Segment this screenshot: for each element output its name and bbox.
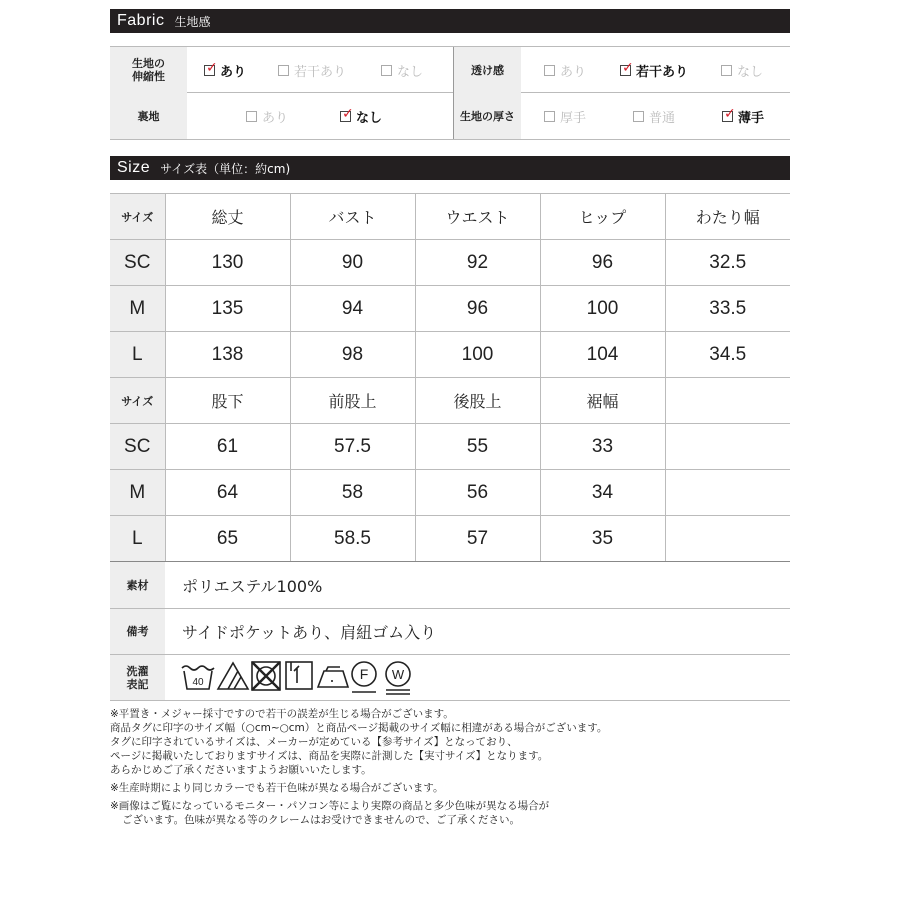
value-cell: 34.5: [665, 332, 790, 378]
wetclean-w-text: W: [391, 667, 405, 682]
note-line: ページに掲載いたしておりますサイズは、商品を実際に計測した【実寸サイズ】となります。: [110, 750, 549, 762]
checkbox-empty-icon: [381, 65, 392, 76]
header-cell: 裾幅: [540, 378, 665, 424]
size-table: [110, 193, 790, 562]
checkbox-empty-icon: [633, 111, 644, 122]
lining-label: 裏地: [110, 93, 187, 139]
sheer-label: 透け感: [454, 47, 521, 93]
header-cell: わたり幅: [665, 194, 790, 240]
header-cell: [665, 378, 790, 424]
table-row: [110, 240, 790, 286]
value-cell: 65: [165, 516, 290, 562]
size-header-en: Size: [117, 159, 151, 176]
care-icons: [180, 659, 430, 697]
value-cell: 35: [540, 516, 665, 562]
checkbox-checked-icon: ✓: [622, 59, 634, 76]
value-cell: 58.5: [290, 516, 415, 562]
size-cell: M: [110, 286, 165, 332]
size-table-header-2: [110, 378, 790, 424]
care-row: [110, 654, 790, 700]
thickness-option-futsu: 普通: [633, 93, 675, 139]
value-cell: 104: [540, 332, 665, 378]
fabric-header-en: Fabric: [117, 12, 165, 29]
fabric-header-jp: 生地感: [174, 14, 211, 29]
stretch-option-nashi: なし: [381, 47, 423, 93]
material-label: 素材: [110, 562, 165, 608]
value-cell: 32.5: [665, 240, 790, 286]
value-cell: 57: [415, 516, 540, 562]
material-value: ポリエステル100%: [182, 576, 323, 596]
value-cell: 138: [165, 332, 290, 378]
fabric-header: [110, 9, 790, 33]
stretch-label: 生地の 伸縮性: [110, 47, 187, 93]
checkbox-checked-icon: ✓: [724, 105, 736, 122]
checkbox-checked-icon: ✓: [342, 105, 354, 122]
header-cell: サイズ: [110, 378, 165, 424]
table-row: [110, 516, 790, 562]
material-row: [110, 562, 790, 608]
checkbox-empty-icon: [278, 65, 289, 76]
value-cell: 90: [290, 240, 415, 286]
note-line: タグに印字されているサイズは、メーカーが定めている【参考サイズ】となっており、: [110, 736, 518, 748]
iron-low-icon: [318, 667, 348, 687]
wash-temp-text: 40: [192, 677, 204, 688]
size-table-header: [110, 194, 790, 240]
stretch-option-jakkan: 若干あり: [278, 47, 346, 93]
remarks-value: サイドポケットあり、肩紐ゴム入り: [182, 623, 437, 642]
care-label: 洗濯 表記: [110, 655, 165, 700]
size-header-jp: サイズ表（単位：約cm): [160, 161, 291, 176]
stretch-option-ari: ✓ あり: [206, 59, 247, 80]
thickness-label: 生地の厚さ: [454, 93, 521, 139]
value-cell: [665, 470, 790, 516]
size-cell: M: [110, 470, 165, 516]
fabric-table: [110, 46, 790, 140]
size-cell: SC: [110, 240, 165, 286]
value-cell: 55: [415, 424, 540, 470]
checkbox-empty-icon: [246, 111, 257, 122]
table-row: [110, 470, 790, 516]
fabric-row-2: [110, 93, 790, 139]
value-cell: 92: [415, 240, 540, 286]
value-cell: 34: [540, 470, 665, 516]
value-cell: 100: [540, 286, 665, 332]
table-row: [110, 286, 790, 332]
header-cell: バスト: [290, 194, 415, 240]
value-cell: 56: [415, 470, 540, 516]
checkbox-empty-icon: [721, 65, 732, 76]
size-cell: SC: [110, 424, 165, 470]
bleach-icon: [218, 663, 248, 689]
value-cell: 94: [290, 286, 415, 332]
lining-option-nashi: ✓ なし: [342, 105, 383, 126]
table-row: [110, 332, 790, 378]
info-table: [110, 561, 790, 701]
fabric-row-1: [110, 47, 790, 93]
value-cell: 96: [415, 286, 540, 332]
value-cell: 130: [165, 240, 290, 286]
note-line: ございます。色味が異なる等のクレームはお受けできませんので、ご了承ください。: [122, 814, 520, 826]
thickness-option-atsude: 厚手: [544, 93, 586, 139]
checkbox-checked-icon: ✓: [206, 59, 218, 76]
notes: [110, 707, 790, 827]
thickness-option-usude: ✓ 薄手: [724, 105, 765, 126]
value-cell: 33: [540, 424, 665, 470]
value-cell: [665, 516, 790, 562]
value-cell: 98: [290, 332, 415, 378]
dryclean-f-text: F: [359, 666, 369, 682]
no-tumble-dry-icon: [252, 662, 280, 690]
sheer-option-nashi: なし: [721, 47, 763, 93]
table-row: [110, 424, 790, 470]
checkbox-empty-icon: [544, 65, 555, 76]
header-cell: ウエスト: [415, 194, 540, 240]
header-cell: ヒップ: [540, 194, 665, 240]
value-cell: 100: [415, 332, 540, 378]
sheer-option-jakkan: ✓ 若干あり: [622, 59, 689, 80]
value-cell: 61: [165, 424, 290, 470]
note-line: ※画像はご覧になっているモニター・パソコン等により実際の商品と多少色味が異なる場合が: [110, 800, 550, 812]
value-cell: 135: [165, 286, 290, 332]
lining-option-ari: あり: [246, 93, 288, 139]
value-cell: 96: [540, 240, 665, 286]
sheer-option-ari: あり: [544, 47, 586, 93]
size-cell: L: [110, 332, 165, 378]
remarks-row: [110, 608, 790, 654]
note-line: ※生産時期により同じカラーでも若干色味が異なる場合がございます。: [110, 782, 444, 794]
header-cell: 後股上: [415, 378, 540, 424]
value-cell: 57.5: [290, 424, 415, 470]
header-cell: サイズ: [110, 194, 165, 240]
value-cell: 64: [165, 470, 290, 516]
note-line: あらかじめご了承くださいますようお願いいたします。: [110, 764, 372, 776]
value-cell: 33.5: [665, 286, 790, 332]
value-cell: [665, 424, 790, 470]
value-cell: 58: [290, 470, 415, 516]
line-dry-icon: [286, 662, 312, 689]
size-cell: L: [110, 516, 165, 562]
remarks-label: 備考: [110, 609, 165, 654]
note-line: ※平置き・メジャー採寸ですので若干の誤差が生じる場合がございます。: [110, 708, 454, 720]
header-cell: 総丈: [165, 194, 290, 240]
checkbox-empty-icon: [544, 111, 555, 122]
size-header: [110, 156, 790, 180]
header-cell: 前股上: [290, 378, 415, 424]
note-line: 商品タグに印字のサイズ幅（○cm~○cm）と商品ページ掲載のサイズ幅に相違がある場合がございます。: [110, 722, 608, 734]
header-cell: 股下: [165, 378, 290, 424]
